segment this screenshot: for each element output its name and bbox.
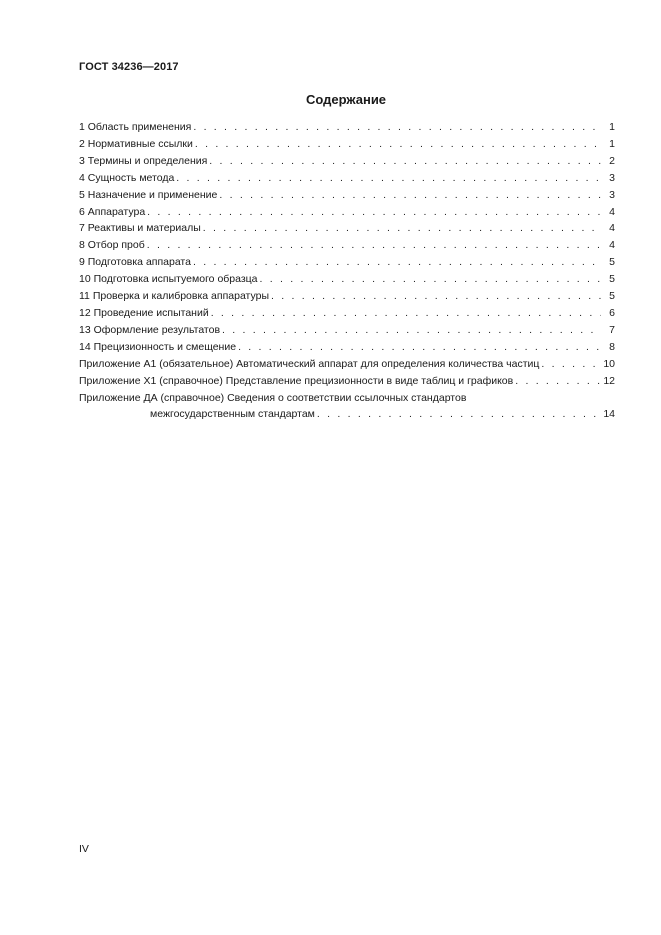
dot-leader — [209, 153, 601, 170]
toc-entry[interactable] — [79, 373, 615, 390]
toc-entry[interactable] — [79, 204, 615, 221]
toc-entry-label: 14 Прецизионность и смещение — [79, 340, 237, 353]
document-code: ГОСТ 34236—2017 — [79, 61, 179, 73]
toc-entry-label: Приложение ДА (справочное) Сведения о соответствии ссылочных стандартов — [79, 391, 467, 404]
toc-entry[interactable] — [79, 170, 615, 187]
dot-leader — [317, 406, 601, 423]
toc-entry-page: 14 — [603, 408, 615, 421]
dot-leader — [147, 237, 601, 254]
toc-entry-label: 1 Область применения — [79, 121, 192, 133]
dot-leader — [147, 204, 601, 221]
dot-leader — [193, 254, 601, 271]
dot-leader — [211, 305, 601, 322]
toc-entry[interactable] — [79, 288, 615, 305]
toc-entry-page: 5 — [609, 256, 615, 269]
toc-entry-label: 8 Отбор проб — [79, 239, 145, 252]
dot-leader — [260, 271, 601, 288]
toc-entry-page: 5 — [609, 290, 615, 303]
dot-leader — [238, 339, 601, 356]
toc-entry-label: 11 Проверка и калибровка аппаратуры — [79, 290, 269, 303]
toc-entry[interactable] — [79, 119, 615, 136]
toc-entry[interactable] — [79, 220, 615, 237]
toc-entry-label-continued: межгосударственным стандартам — [150, 408, 315, 421]
dot-leader — [176, 170, 601, 187]
toc-entry-label: 7 Реактивы и материалы — [79, 222, 201, 235]
toc-entry[interactable] — [79, 356, 615, 373]
toc-entry[interactable] — [79, 136, 615, 153]
toc-entry-page: 8 — [609, 340, 615, 353]
toc-entry-label: Приложение Х1 (справочное) Представление прецизионности в виде таблиц и графиков — [79, 374, 514, 387]
toc-title: Содержание — [305, 92, 387, 107]
dot-leader — [195, 136, 601, 153]
toc-entry[interactable] — [79, 339, 615, 356]
toc-entry-page: 2 — [609, 154, 615, 167]
toc-entry-page: 3 — [609, 171, 615, 184]
toc-entry-label: 3 Термины и определения — [79, 154, 208, 167]
toc-entry[interactable] — [79, 187, 615, 204]
toc-entry-page: 5 — [609, 273, 615, 286]
toc-entry-page: 4 — [609, 205, 615, 218]
toc-entry-page: 10 — [603, 357, 615, 370]
toc-entry[interactable] — [79, 254, 615, 271]
toc-entry-label: 13 Оформление результатов — [79, 323, 221, 336]
toc-entry-annex-da[interactable] — [79, 390, 615, 424]
toc-entry[interactable] — [79, 305, 615, 322]
toc-entry-label: Приложение А1 (обязательное) Автоматический аппарат для определения количества частиц — [79, 357, 540, 370]
toc-entry-label: 6 Аппаратура — [79, 205, 146, 218]
toc-entry-page: 3 — [609, 188, 615, 201]
dot-leader — [222, 322, 601, 339]
dot-leader — [203, 220, 601, 237]
toc-entry-label: 4 Сущность метода — [79, 171, 175, 184]
toc-entry-label: 5 Назначение и применение — [79, 188, 218, 201]
dot-leader — [541, 356, 601, 373]
dot-leader — [271, 288, 601, 305]
toc-entry-page: 6 — [609, 306, 615, 319]
dot-leader — [193, 119, 601, 136]
toc-entry[interactable] — [79, 237, 615, 254]
toc-entry-label: 12 Проведение испытаний — [79, 306, 209, 319]
toc-entry-page: 1 — [609, 121, 615, 133]
toc-entry-label: 2 Нормативные ссылки — [79, 137, 193, 150]
dot-leader — [515, 373, 601, 390]
dot-leader — [219, 187, 601, 204]
table-of-contents — [79, 119, 615, 423]
toc-entry-page: 1 — [609, 137, 615, 150]
toc-entry[interactable] — [79, 153, 615, 170]
toc-entry[interactable] — [79, 322, 615, 339]
page-number: IV — [79, 843, 89, 855]
toc-entry-page: 4 — [609, 239, 615, 252]
toc-entry-page: 12 — [603, 374, 615, 387]
toc-entry[interactable] — [79, 271, 615, 288]
toc-entry-page: 7 — [609, 323, 615, 336]
toc-entry-label: 10 Подготовка испытуемого образца — [79, 273, 258, 286]
toc-entry-label: 9 Подготовка аппарата — [79, 256, 191, 269]
toc-entry-page: 4 — [609, 222, 615, 235]
